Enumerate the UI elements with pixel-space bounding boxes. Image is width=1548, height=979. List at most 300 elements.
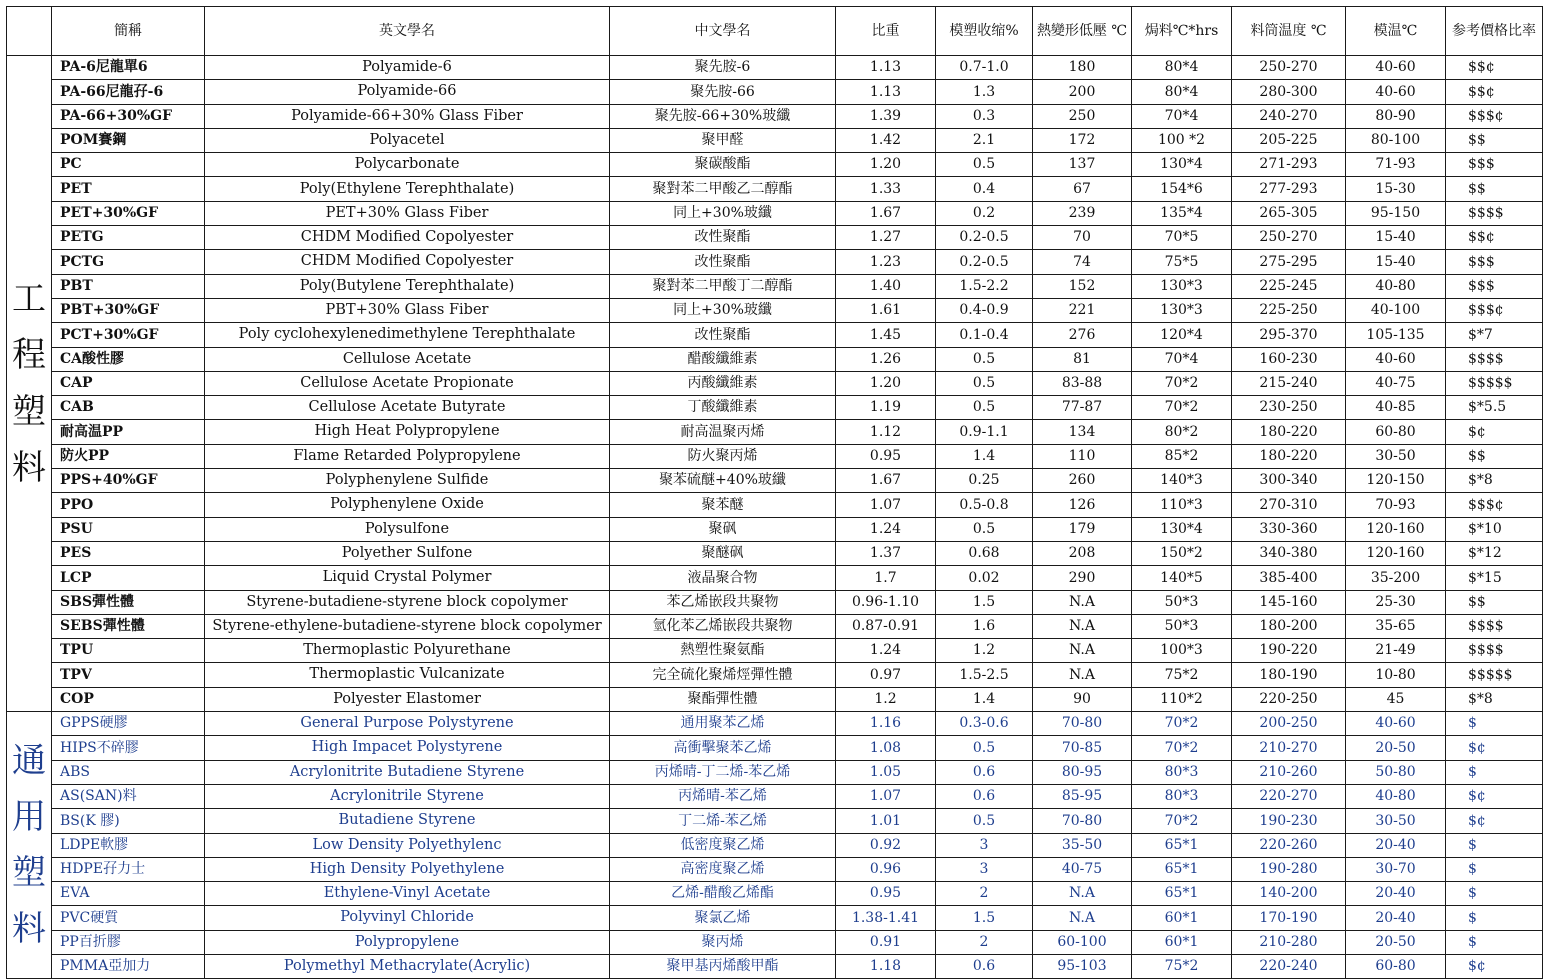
- table-row: [7, 250, 1543, 274]
- cell-abbr: PCT+30%GF: [52, 323, 205, 347]
- cell-drying: 130*4: [1132, 153, 1232, 177]
- table-row: [7, 639, 1543, 663]
- header-row: [7, 7, 1543, 56]
- cell-mold-temp: 40-75: [1346, 371, 1446, 395]
- cell-density: 1.40: [836, 274, 936, 298]
- header-chinese-name: 中文學名: [610, 7, 836, 56]
- cell-price-ratio: $$$$: [1446, 201, 1543, 225]
- cell-barrel-temp: 250-270: [1232, 56, 1346, 80]
- cell-english-name: Polyvinyl Chloride: [205, 906, 610, 930]
- cell-shrinkage: 3: [936, 833, 1033, 857]
- cell-heat-deflection: 134: [1033, 420, 1132, 444]
- cell-price-ratio: $*7: [1446, 323, 1543, 347]
- cell-english-name: High Heat Polypropylene: [205, 420, 610, 444]
- cell-price-ratio: $¢: [1446, 954, 1543, 978]
- cell-abbr: PA-6尼龍單6: [52, 56, 205, 80]
- cell-heat-deflection: 137: [1033, 153, 1132, 177]
- cell-english-name: PBT+30% Glass Fiber: [205, 298, 610, 322]
- cell-heat-deflection: 70-80: [1033, 809, 1132, 833]
- cell-chinese-name: 丙酸纖維素: [610, 371, 836, 395]
- cell-drying: 65*1: [1132, 857, 1232, 881]
- cell-density: 1.67: [836, 469, 936, 493]
- cell-shrinkage: 0.3-0.6: [936, 712, 1033, 736]
- cell-barrel-temp: 215-240: [1232, 371, 1346, 395]
- cell-mold-temp: 50-80: [1346, 760, 1446, 784]
- cell-barrel-temp: 180-200: [1232, 614, 1346, 638]
- cell-chinese-name: 苯乙烯嵌段共聚物: [610, 590, 836, 614]
- cell-mold-temp: 30-50: [1346, 444, 1446, 468]
- cell-abbr: PES: [52, 541, 205, 565]
- cell-barrel-temp: 295-370: [1232, 323, 1346, 347]
- cell-shrinkage: 0.5-0.8: [936, 493, 1033, 517]
- cell-barrel-temp: 271-293: [1232, 153, 1346, 177]
- header-barrel-temp: 料筒温度 ℃: [1232, 7, 1346, 56]
- table-row: [7, 663, 1543, 687]
- cell-mold-temp: 40-60: [1346, 712, 1446, 736]
- cell-english-name: General Purpose Polystyrene: [205, 712, 610, 736]
- cell-heat-deflection: 35-50: [1033, 833, 1132, 857]
- cell-heat-deflection: 110: [1033, 444, 1132, 468]
- cell-chinese-name: 通用聚苯乙烯: [610, 712, 836, 736]
- cell-english-name: Thermoplastic Polyurethane: [205, 639, 610, 663]
- cell-abbr: 耐高温PP: [52, 420, 205, 444]
- cell-chinese-name: 完全硫化聚烯烴彈性體: [610, 663, 836, 687]
- cell-barrel-temp: 140-200: [1232, 882, 1346, 906]
- cell-barrel-temp: 170-190: [1232, 906, 1346, 930]
- cell-price-ratio: $: [1446, 760, 1543, 784]
- cell-barrel-temp: 210-270: [1232, 736, 1346, 760]
- cell-price-ratio: $*15: [1446, 566, 1543, 590]
- cell-mold-temp: 120-160: [1346, 517, 1446, 541]
- cell-chinese-name: 高密度聚乙烯: [610, 857, 836, 881]
- cell-density: 1.2: [836, 687, 936, 711]
- cell-barrel-temp: 300-340: [1232, 469, 1346, 493]
- cell-price-ratio: $$$$: [1446, 347, 1543, 371]
- cell-drying: 70*2: [1132, 809, 1232, 833]
- table-row: [7, 541, 1543, 565]
- cell-english-name: Acrylonitrile Styrene: [205, 784, 610, 808]
- cell-chinese-name: 聚丙烯: [610, 930, 836, 954]
- cell-density: 1.67: [836, 201, 936, 225]
- cell-shrinkage: 2: [936, 882, 1033, 906]
- cell-abbr: EVA: [52, 882, 205, 906]
- table-row: [7, 712, 1543, 736]
- cell-english-name: Polyamide-6: [205, 56, 610, 80]
- cell-mold-temp: 95-150: [1346, 201, 1446, 225]
- cell-heat-deflection: 90: [1033, 687, 1132, 711]
- cell-barrel-temp: 385-400: [1232, 566, 1346, 590]
- cell-mold-temp: 35-65: [1346, 614, 1446, 638]
- cell-shrinkage: 0.6: [936, 784, 1033, 808]
- cell-barrel-temp: 240-270: [1232, 104, 1346, 128]
- cell-density: 1.20: [836, 153, 936, 177]
- cell-abbr: HIPS不碎膠: [52, 736, 205, 760]
- cell-drying: 154*6: [1132, 177, 1232, 201]
- table-row: [7, 274, 1543, 298]
- table-row: [7, 809, 1543, 833]
- table-row: [7, 396, 1543, 420]
- cell-price-ratio: $*8: [1446, 687, 1543, 711]
- cell-english-name: Polycarbonate: [205, 153, 610, 177]
- cell-shrinkage: 3: [936, 857, 1033, 881]
- cell-chinese-name: 聚碳酸酯: [610, 153, 836, 177]
- cell-heat-deflection: N.A: [1033, 639, 1132, 663]
- cell-price-ratio: $$: [1446, 444, 1543, 468]
- cell-heat-deflection: 81: [1033, 347, 1132, 371]
- cell-drying: 80*4: [1132, 80, 1232, 104]
- cell-abbr: ABS: [52, 760, 205, 784]
- cell-chinese-name: 高衝擊聚苯乙烯: [610, 736, 836, 760]
- table-row: [7, 420, 1543, 444]
- cell-english-name: Styrene-ethylene-butadiene-styrene block copolymer: [205, 614, 610, 638]
- cell-english-name: Polyether Sulfone: [205, 541, 610, 565]
- cell-barrel-temp: 225-250: [1232, 298, 1346, 322]
- table-row: [7, 954, 1543, 978]
- cell-drying: 100 *2: [1132, 128, 1232, 152]
- cell-chinese-name: 聚氯乙烯: [610, 906, 836, 930]
- cell-barrel-temp: 190-230: [1232, 809, 1346, 833]
- cell-shrinkage: 0.5: [936, 517, 1033, 541]
- cell-drying: 100*3: [1132, 639, 1232, 663]
- cell-density: 0.96: [836, 857, 936, 881]
- cell-english-name: CHDM Modified Copolyester: [205, 250, 610, 274]
- cell-chinese-name: 聚先胺-6: [610, 56, 836, 80]
- table-row: [7, 347, 1543, 371]
- cell-mold-temp: 45: [1346, 687, 1446, 711]
- cell-mold-temp: 80-100: [1346, 128, 1446, 152]
- cell-price-ratio: $: [1446, 930, 1543, 954]
- cell-density: 1.33: [836, 177, 936, 201]
- header-price-ratio: 参考價格比率: [1446, 7, 1543, 56]
- cell-mold-temp: 70-93: [1346, 493, 1446, 517]
- cell-chinese-name: 丙烯晴-苯乙烯: [610, 784, 836, 808]
- cell-english-name: Butadiene Styrene: [205, 809, 610, 833]
- cell-abbr: BS(K 膠): [52, 809, 205, 833]
- table-row: [7, 469, 1543, 493]
- table-row: [7, 760, 1543, 784]
- cell-english-name: Low Density Polyethylenc: [205, 833, 610, 857]
- cell-chinese-name: 同上+30%玻纖: [610, 201, 836, 225]
- cell-density: 1.01: [836, 809, 936, 833]
- cell-abbr: PVC硬質: [52, 906, 205, 930]
- cell-density: 1.24: [836, 639, 936, 663]
- category-label: 通 用 塑 料: [7, 712, 52, 979]
- cell-chinese-name: 聚先胺-66: [610, 80, 836, 104]
- cell-chinese-name: 聚對苯二甲酸丁二醇酯: [610, 274, 836, 298]
- cell-barrel-temp: 205-225: [1232, 128, 1346, 152]
- cell-abbr: LCP: [52, 566, 205, 590]
- table-row: [7, 833, 1543, 857]
- cell-barrel-temp: 160-230: [1232, 347, 1346, 371]
- cell-shrinkage: 1.5-2.5: [936, 663, 1033, 687]
- cell-chinese-name: 聚甲基丙烯酸甲酯: [610, 954, 836, 978]
- cell-density: 1.42: [836, 128, 936, 152]
- table-row: [7, 566, 1543, 590]
- plastics-property-table: [6, 6, 1543, 979]
- cell-chinese-name: 聚醚砜: [610, 541, 836, 565]
- table-row: [7, 226, 1543, 250]
- header-mold-temp: 模温℃: [1346, 7, 1446, 56]
- cell-price-ratio: $*12: [1446, 541, 1543, 565]
- cell-chinese-name: 聚苯硫醚+40%玻纖: [610, 469, 836, 493]
- cell-chinese-name: 改性聚酯: [610, 226, 836, 250]
- cell-drying: 130*4: [1132, 517, 1232, 541]
- cell-heat-deflection: N.A: [1033, 906, 1132, 930]
- cell-barrel-temp: 250-270: [1232, 226, 1346, 250]
- cell-barrel-temp: 190-220: [1232, 639, 1346, 663]
- cell-barrel-temp: 190-280: [1232, 857, 1346, 881]
- cell-chinese-name: 液晶聚合物: [610, 566, 836, 590]
- cell-chinese-name: 改性聚酯: [610, 323, 836, 347]
- table-row: [7, 104, 1543, 128]
- cell-density: 0.95: [836, 882, 936, 906]
- cell-heat-deflection: 152: [1033, 274, 1132, 298]
- cell-mold-temp: 40-60: [1346, 56, 1446, 80]
- cell-shrinkage: 1.6: [936, 614, 1033, 638]
- cell-drying: 60*1: [1132, 906, 1232, 930]
- cell-price-ratio: $$¢: [1446, 226, 1543, 250]
- cell-drying: 135*4: [1132, 201, 1232, 225]
- cell-chinese-name: 低密度聚乙烯: [610, 833, 836, 857]
- cell-barrel-temp: 220-250: [1232, 687, 1346, 711]
- cell-density: 0.96-1.10: [836, 590, 936, 614]
- table-row: [7, 736, 1543, 760]
- cell-price-ratio: $$$: [1446, 250, 1543, 274]
- header-shrinkage: 模塑收缩%: [936, 7, 1033, 56]
- cell-shrinkage: 0.5: [936, 736, 1033, 760]
- cell-mold-temp: 20-40: [1346, 833, 1446, 857]
- cell-density: 1.07: [836, 493, 936, 517]
- cell-mold-temp: 30-50: [1346, 809, 1446, 833]
- table-row: [7, 493, 1543, 517]
- cell-density: 1.20: [836, 371, 936, 395]
- cell-english-name: Poly cyclohexylenedimethylene Terephthalate: [205, 323, 610, 347]
- cell-chinese-name: 聚酯彈性體: [610, 687, 836, 711]
- cell-chinese-name: 熱塑性聚氨酯: [610, 639, 836, 663]
- header-density: 比重: [836, 7, 936, 56]
- cell-mold-temp: 15-30: [1346, 177, 1446, 201]
- table-body: [7, 56, 1543, 979]
- cell-density: 0.87-0.91: [836, 614, 936, 638]
- cell-mold-temp: 120-150: [1346, 469, 1446, 493]
- cell-price-ratio: $¢: [1446, 736, 1543, 760]
- cell-barrel-temp: 340-380: [1232, 541, 1346, 565]
- cell-chinese-name: 同上+30%玻纖: [610, 298, 836, 322]
- cell-density: 1.12: [836, 420, 936, 444]
- cell-english-name: CHDM Modified Copolyester: [205, 226, 610, 250]
- cell-drying: 80*3: [1132, 784, 1232, 808]
- cell-abbr: PBT+30%GF: [52, 298, 205, 322]
- cell-abbr: PA-66+30%GF: [52, 104, 205, 128]
- cell-chinese-name: 丁二烯-苯乙烯: [610, 809, 836, 833]
- cell-shrinkage: 1.2: [936, 639, 1033, 663]
- cell-density: 1.24: [836, 517, 936, 541]
- cell-mold-temp: 20-40: [1346, 906, 1446, 930]
- cell-heat-deflection: N.A: [1033, 590, 1132, 614]
- cell-density: 0.92: [836, 833, 936, 857]
- table-row: [7, 906, 1543, 930]
- cell-price-ratio: $$: [1446, 590, 1543, 614]
- cell-density: 1.26: [836, 347, 936, 371]
- cell-barrel-temp: 275-295: [1232, 250, 1346, 274]
- cell-abbr: CAP: [52, 371, 205, 395]
- cell-drying: 50*3: [1132, 590, 1232, 614]
- cell-heat-deflection: 250: [1033, 104, 1132, 128]
- cell-density: 1.37: [836, 541, 936, 565]
- cell-heat-deflection: N.A: [1033, 614, 1132, 638]
- cell-mold-temp: 20-40: [1346, 882, 1446, 906]
- cell-barrel-temp: 330-360: [1232, 517, 1346, 541]
- cell-mold-temp: 40-85: [1346, 396, 1446, 420]
- cell-barrel-temp: 280-300: [1232, 80, 1346, 104]
- cell-heat-deflection: 67: [1033, 177, 1132, 201]
- cell-chinese-name: 乙烯-醋酸乙烯酯: [610, 882, 836, 906]
- cell-barrel-temp: 220-260: [1232, 833, 1346, 857]
- cell-drying: 150*2: [1132, 541, 1232, 565]
- cell-drying: 130*3: [1132, 298, 1232, 322]
- cell-mold-temp: 10-80: [1346, 663, 1446, 687]
- cell-heat-deflection: 85-95: [1033, 784, 1132, 808]
- cell-shrinkage: 0.5: [936, 347, 1033, 371]
- cell-drying: 70*4: [1132, 104, 1232, 128]
- cell-price-ratio: $$$: [1446, 153, 1543, 177]
- category-label: 工 程 塑 料: [7, 56, 52, 712]
- cell-english-name: Ethylene-Vinyl Acetate: [205, 882, 610, 906]
- cell-heat-deflection: 60-100: [1033, 930, 1132, 954]
- cell-shrinkage: 1.4: [936, 687, 1033, 711]
- table-row: [7, 323, 1543, 347]
- table-row: [7, 687, 1543, 711]
- cell-english-name: Thermoplastic Vulcanizate: [205, 663, 610, 687]
- cell-mold-temp: 20-50: [1346, 736, 1446, 760]
- table-row: [7, 371, 1543, 395]
- cell-english-name: Polyamide-66+30% Glass Fiber: [205, 104, 610, 128]
- cell-mold-temp: 30-70: [1346, 857, 1446, 881]
- cell-price-ratio: $$$: [1446, 274, 1543, 298]
- cell-shrinkage: 0.5: [936, 396, 1033, 420]
- header-heat-deflection: 熱變形低壓 ℃: [1033, 7, 1132, 56]
- cell-barrel-temp: 220-240: [1232, 954, 1346, 978]
- cell-english-name: Acrylonitrite Butadiene Styrene: [205, 760, 610, 784]
- cell-heat-deflection: 180: [1033, 56, 1132, 80]
- cell-shrinkage: 0.2: [936, 201, 1033, 225]
- cell-heat-deflection: 126: [1033, 493, 1132, 517]
- table-row: [7, 444, 1543, 468]
- cell-shrinkage: 0.1-0.4: [936, 323, 1033, 347]
- cell-shrinkage: 1.5-2.2: [936, 274, 1033, 298]
- cell-price-ratio: $*5.5: [1446, 396, 1543, 420]
- cell-english-name: Styrene-butadiene-styrene block copolymer: [205, 590, 610, 614]
- cell-drying: 140*5: [1132, 566, 1232, 590]
- cell-shrinkage: 2.1: [936, 128, 1033, 152]
- cell-shrinkage: 1.3: [936, 80, 1033, 104]
- cell-drying: 130*3: [1132, 274, 1232, 298]
- cell-shrinkage: 0.5: [936, 153, 1033, 177]
- cell-heat-deflection: 172: [1033, 128, 1132, 152]
- cell-drying: 120*4: [1132, 323, 1232, 347]
- cell-price-ratio: $: [1446, 833, 1543, 857]
- cell-abbr: TPU: [52, 639, 205, 663]
- cell-heat-deflection: 290: [1033, 566, 1132, 590]
- cell-heat-deflection: N.A: [1033, 663, 1132, 687]
- cell-shrinkage: 0.9-1.1: [936, 420, 1033, 444]
- cell-shrinkage: 0.5: [936, 371, 1033, 395]
- cell-mold-temp: 40-60: [1346, 80, 1446, 104]
- table-row: [7, 614, 1543, 638]
- cell-price-ratio: $$$¢: [1446, 298, 1543, 322]
- cell-drying: 70*2: [1132, 712, 1232, 736]
- cell-barrel-temp: 180-190: [1232, 663, 1346, 687]
- cell-barrel-temp: 225-245: [1232, 274, 1346, 298]
- cell-drying: 70*4: [1132, 347, 1232, 371]
- cell-barrel-temp: 145-160: [1232, 590, 1346, 614]
- cell-barrel-temp: 230-250: [1232, 396, 1346, 420]
- cell-barrel-temp: 180-220: [1232, 420, 1346, 444]
- cell-english-name: Polyphenylene Oxide: [205, 493, 610, 517]
- cell-shrinkage: 1.5: [936, 906, 1033, 930]
- cell-shrinkage: 0.3: [936, 104, 1033, 128]
- cell-price-ratio: $$: [1446, 177, 1543, 201]
- cell-barrel-temp: 200-250: [1232, 712, 1346, 736]
- cell-chinese-name: 氫化苯乙烯嵌段共聚物: [610, 614, 836, 638]
- cell-heat-deflection: 74: [1033, 250, 1132, 274]
- cell-drying: 80*3: [1132, 760, 1232, 784]
- header-drying: 焗料℃*hrs: [1132, 7, 1232, 56]
- cell-density: 1.13: [836, 80, 936, 104]
- cell-price-ratio: $$$¢: [1446, 104, 1543, 128]
- cell-english-name: High Impacet Polystyrene: [205, 736, 610, 760]
- cell-abbr: GPPS硬膠: [52, 712, 205, 736]
- cell-density: 1.27: [836, 226, 936, 250]
- cell-drying: 75*5: [1132, 250, 1232, 274]
- cell-drying: 80*4: [1132, 56, 1232, 80]
- cell-price-ratio: $¢: [1446, 809, 1543, 833]
- cell-chinese-name: 聚先胺-66+30%玻纖: [610, 104, 836, 128]
- cell-abbr: AS(SAN)料: [52, 784, 205, 808]
- cell-english-name: Polymethyl Methacrylate(Acrylic): [205, 954, 610, 978]
- cell-shrinkage: 0.2-0.5: [936, 250, 1033, 274]
- cell-price-ratio: $$$$$: [1446, 663, 1543, 687]
- cell-abbr: CA酸性膠: [52, 347, 205, 371]
- cell-mold-temp: 105-135: [1346, 323, 1446, 347]
- cell-mold-temp: 40-80: [1346, 274, 1446, 298]
- cell-shrinkage: 0.02: [936, 566, 1033, 590]
- cell-mold-temp: 40-100: [1346, 298, 1446, 322]
- cell-abbr: PCTG: [52, 250, 205, 274]
- cell-english-name: Flame Retarded Polypropylene: [205, 444, 610, 468]
- cell-chinese-name: 醋酸纖維素: [610, 347, 836, 371]
- cell-price-ratio: $*8: [1446, 469, 1543, 493]
- cell-abbr: COP: [52, 687, 205, 711]
- cell-heat-deflection: 40-75: [1033, 857, 1132, 881]
- cell-barrel-temp: 270-310: [1232, 493, 1346, 517]
- table-row: [7, 201, 1543, 225]
- cell-mold-temp: 21-49: [1346, 639, 1446, 663]
- cell-abbr: PPS+40%GF: [52, 469, 205, 493]
- table-row: [7, 590, 1543, 614]
- cell-mold-temp: 40-60: [1346, 347, 1446, 371]
- cell-barrel-temp: 220-270: [1232, 784, 1346, 808]
- table-row: [7, 56, 1543, 80]
- cell-chinese-name: 聚甲醛: [610, 128, 836, 152]
- cell-english-name: Polyphenylene Sulfide: [205, 469, 610, 493]
- table-row: [7, 298, 1543, 322]
- cell-density: 1.19: [836, 396, 936, 420]
- cell-chinese-name: 聚苯醚: [610, 493, 836, 517]
- cell-drying: 75*2: [1132, 954, 1232, 978]
- cell-barrel-temp: 210-260: [1232, 760, 1346, 784]
- cell-chinese-name: 聚對苯二甲酸乙二醇酯: [610, 177, 836, 201]
